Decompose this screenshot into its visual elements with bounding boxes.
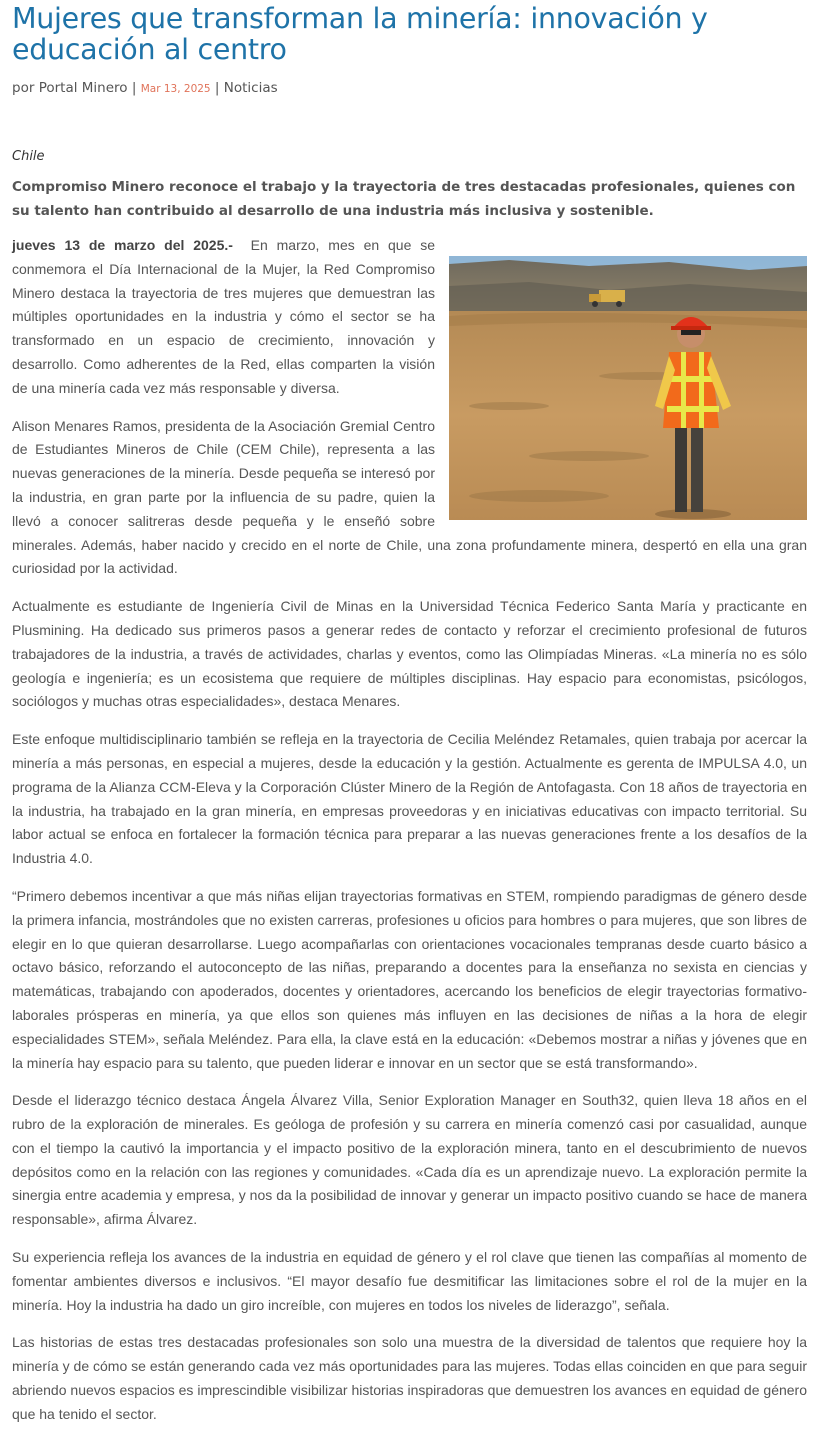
category-link[interactable]: Noticias bbox=[223, 80, 278, 96]
article-country: Chile bbox=[12, 149, 45, 164]
paragraph: Su experiencia refleja los avances de la industria en equidad de género y el rol clave que tienen las compañías al momento de fomentar ambientes diversos e inclusivos. “El mayor desafío fue desmitificar las limitaciones sobre el rol de la mujer en la minería. Hoy la industria ha dado un giro increíble, con mujeres en todos los niveles de liderazgo”, señala. bbox=[12, 1249, 807, 1313]
paragraph: Este enfoque multidisciplinario también se refleja en la trayectoria de Cecilia Meléndez Retamales, quien trabaja por acercar la minería a más personas, en especial a mujeres, desde la educación y la gestión. Actualmente es gerenta de IMPULSA 4.0, un programa de la Alianza CCM-Eleva y la Corporación Clúster Minero de la Región de Antofagasta. Con 18 años de trayectoria en la industria, ha trabajado en la gran minería, en empresas proveedoras y en iniciativas educativas con impacto territorial. Su labor actual se enfoca en fortalecer la formación técnica para preparar a las nuevas generaciones frente a los desafíos de la Industria 4.0. bbox=[12, 731, 807, 867]
paragraph: Desde el liderazgo técnico destaca Ángela Álvarez Villa, Senior Exploration Manager en South32, quien lleva 18 años en el rubro de la exploración de minerales. Es geóloga de profesión y su carrera en minería comenzó casi por casualidad, aunque con el tiempo la cautivó la importancia y el impacto positivo de la exploración minera, tanto en el descubrimiento de nuevos depósitos como en la relación con las regiones y comunidades. «Cada día es un aprendizaje nuevo. La exploración permite la sinergia entre academia y empresa, y nos da la posibilidad de innovar y generar un impacto positivo cuando se hace de manera responsable», afirma Álvarez. bbox=[12, 1092, 807, 1228]
publish-date: Mar 13, 2025 bbox=[140, 83, 211, 95]
article-lead: Compromiso Minero reconoce el trabajo y la trayectoria de tres destacadas profesionales, quienes con su talento han contribuido al desarrollo de una industria más inclusiva y sostenible. bbox=[12, 179, 796, 219]
by-prefix: por bbox=[12, 80, 35, 96]
paragraph: “Primero debemos incentivar a que más niñas elijan trayectorias formativas en STEM, rompiendo paradigmas de género desde la primera infancia, mostrándoles que no existen carreras, profesiones u oficios para hombres o para mujeres, que son libres de elegir en lo que quieran desarrollarse. Luego acompañarlas con orientaciones vocacionales tempranas desde cuarto básico a octavo básico, reforzando el autoconcepto de las niñas, preparando a docentes para la enseñanza no sexista en ciencias y matemáticas, trabajando con apoderados, docentes y orientadores, acercando los beneficios de elegir trayectorias formativo-laborales prósperas en minería, ya que ellos son quienes más influyen en las decisiones de niñas a la hora de elegir especialidades STEM», señala Meléndez. Para ella, la clave está en la educación: «Debemos mostrar a niñas y jóvenes que en la minería hay espacio para su talento, que pueden liderar e innovar en un sector que se está transformando». bbox=[12, 887, 807, 1071]
meta-separator: | bbox=[214, 80, 220, 96]
paragraph: jueves 13 de marzo del 2025.- En marzo, mes en que se conmemora el Día Internacional de la Mujer, la Red Compromiso Minero destaca la trayectoria de tres mujeres que demuestran las múltiples oportunidades en la industria y cómo el sector se ha transformado en un espacio de crecimiento, innovación y desarrollo. Como adherentes de la Red, ellas comparten la visión de una minería cada vez más responsable y diversa. bbox=[12, 237, 436, 396]
article-title: Mujeres que transforman la minería: innovación y educación al centro bbox=[12, 2, 708, 66]
dateline: jueves 13 de marzo del 2025.- bbox=[12, 237, 233, 253]
article-photo bbox=[449, 256, 807, 520]
article bbox=[12, 0, 807, 1422]
article-meta bbox=[12, 78, 807, 98]
paragraph: Alison Menares Ramos, presidenta de la Asociación Gremial Centro de Estudiantes Mineros de Chile (CEM Chile), representa a las nuevas generaciones de la minería. Desde pequeña se interesó por la industria, en gran parte por la influencia de su padre, quien la llevó a conocer salitreras desde pequeña y le enseñó sobre minerales. Además, haber nacido y crecido en el norte de Chile, una zona profundamente minera, despertó en ella una gran curiosidad por la actividad. bbox=[12, 417, 807, 577]
article-body bbox=[12, 234, 807, 1441]
paragraph: Las historias de estas tres destacadas profesionales son solo una muestra de la diversidad de talentos que requiere hoy la minería y de cómo se están generando cada vez más oportunidades para las mujeres. Todas ellas coinciden en que para seguir abriendo nuevos espacios es imprescindible visibilizar historias inspiradoras que demuestren los avances en equidad de género que ha tenido el sector. bbox=[12, 1334, 807, 1422]
author-link[interactable]: Portal Minero bbox=[38, 80, 128, 96]
paragraph: Actualmente es estudiante de Ingeniería Civil de Minas en la Universidad Técnica Federico Santa María y practicante en Plusmining. Ha dedicado sus primeros pasos a generar redes de contacto y reforzar el crecimiento profesional de futuros trabajadores de la industria, a través de actividades, charlas y eventos, como las Olimpíadas Mineras. «La minería no es sólo geología e ingeniería; es un ecosistema que requiere de múltiples disciplinas. Hay espacio para economistas, psicólogos, sociólogos y muchas otras especialidades», destaca Menares. bbox=[12, 598, 807, 710]
meta-separator: | bbox=[131, 80, 137, 96]
